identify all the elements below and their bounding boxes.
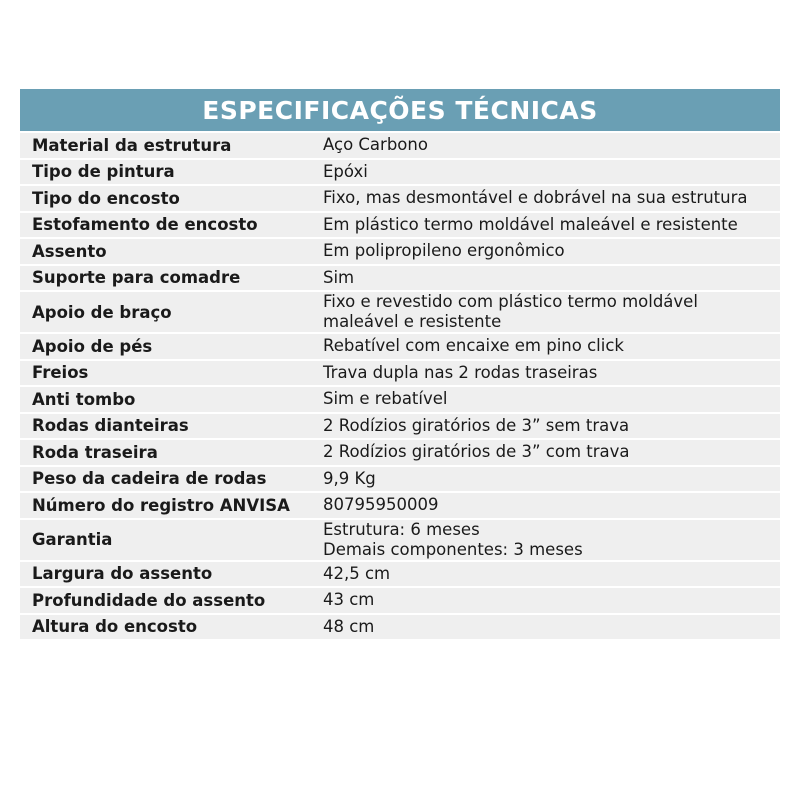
table-row <box>20 213 780 240</box>
table-row <box>20 266 780 293</box>
table-row <box>20 615 780 642</box>
row-value: 42,5 cm <box>323 563 391 583</box>
row-label: Estofamento de encosto <box>32 215 258 235</box>
table-row <box>20 239 780 266</box>
row-label: Tipo do encosto <box>32 188 180 208</box>
row-label: Apoio de pés <box>32 336 153 356</box>
table-title: ESPECIFICAÇÕES TÉCNICAS <box>20 89 780 133</box>
row-value: 2 Rodízios giratórios de 3” sem trava <box>323 415 630 435</box>
table-row <box>20 387 780 414</box>
table-row <box>20 414 780 441</box>
row-label: Assento <box>32 241 107 261</box>
row-label: Anti tombo <box>32 389 136 409</box>
table-row <box>20 493 780 520</box>
table-row <box>20 467 780 494</box>
row-value: Estrutura: 6 meses Demais componentes: 3 meses <box>323 519 583 559</box>
table-row <box>20 292 780 334</box>
row-value: 48 cm <box>323 616 375 636</box>
row-value: Aço Carbono <box>323 135 428 155</box>
row-value: Rebatível com encaixe em pino click <box>323 336 624 356</box>
row-label: Garantia <box>32 530 113 549</box>
row-value: 2 Rodízios giratórios de 3” com trava <box>323 442 630 462</box>
row-value: Trava dupla nas 2 rodas traseiras <box>323 362 598 382</box>
row-value: Sim <box>323 267 355 287</box>
table-row <box>20 334 780 361</box>
row-label: Número do registro ANVISA <box>32 495 290 515</box>
row-label: Material da estrutura <box>32 135 232 155</box>
row-value: Em plástico termo moldável maleável e resistente <box>323 214 738 234</box>
row-label: Largura do assento <box>32 564 213 584</box>
row-label: Apoio de braço <box>32 302 172 322</box>
row-value: 43 cm <box>323 590 375 610</box>
row-label: Peso da cadeira de rodas <box>32 469 267 489</box>
table-row <box>20 361 780 388</box>
row-value: 9,9 Kg <box>323 468 376 488</box>
row-value: Epóxi <box>323 161 368 181</box>
row-label: Freios <box>32 363 89 383</box>
row-label: Rodas dianteiras <box>32 416 189 436</box>
row-label: Tipo de pintura <box>32 162 175 182</box>
table-row <box>20 133 780 160</box>
row-value: Sim e rebatível <box>323 389 448 409</box>
row-label: Altura do encosto <box>32 617 198 637</box>
row-value: Fixo e revestido com plástico termo moldável maleável e resistente <box>323 292 698 331</box>
table-row <box>20 440 780 467</box>
row-label: Roda traseira <box>32 442 158 462</box>
row-label: Suporte para comadre <box>32 268 241 288</box>
table-row <box>20 186 780 213</box>
table-row <box>20 520 780 562</box>
row-value: Fixo, mas desmontável e dobrável na sua estrutura <box>323 188 748 208</box>
table-row <box>20 562 780 589</box>
table-row <box>20 588 780 615</box>
spec-table <box>20 89 780 641</box>
table-row <box>20 160 780 187</box>
row-value: 80795950009 <box>323 495 439 515</box>
row-value: Em polipropileno ergonômico <box>323 241 565 261</box>
row-label: Profundidade do assento <box>32 590 266 610</box>
